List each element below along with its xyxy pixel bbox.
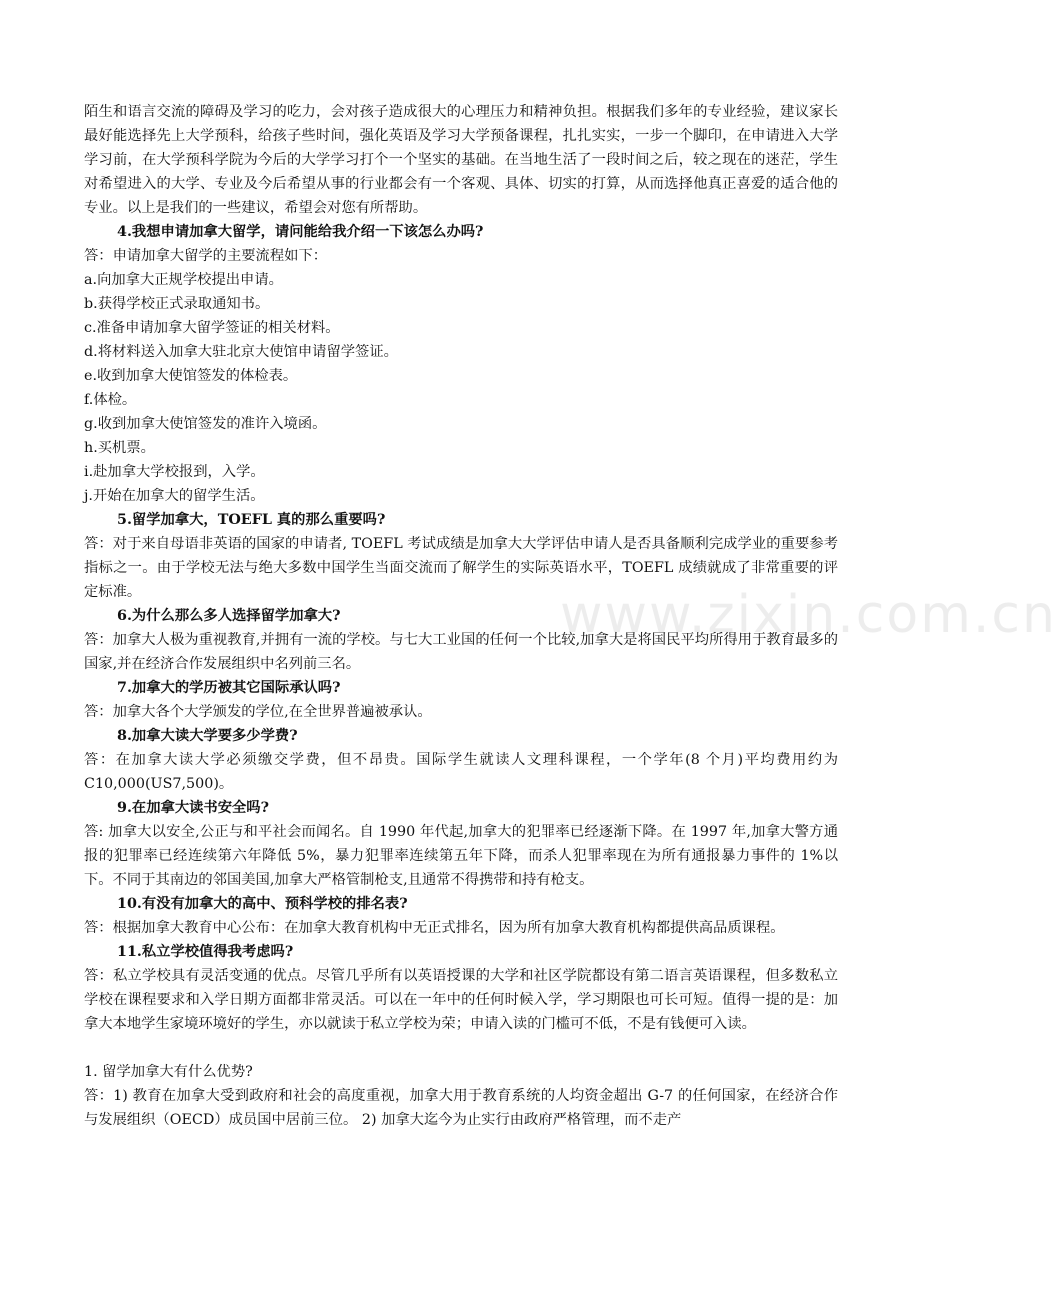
step-h: h.买机票。 <box>84 440 155 456</box>
question-8: 8.加拿大读大学要多少学费? <box>117 728 298 744</box>
step-j: j.开始在加拿大的留学生活。 <box>84 488 265 504</box>
answer-11: 答：私立学校具有灵活变通的优点。尽管几乎所有以英语授课的大学和社区学院都设有第二语言英语课程，但多数私立学校在课程要求和入学日期方面都非常灵活。可以在一年中的任何时候入学，学习期限也可长可短。值得一提的是：加拿大本地学生家境环境好的学生，亦以就读于私立学校为荣；申请入读的门槛可不低，不是有钱便可入读。 <box>84 968 838 1032</box>
step-f: f.体检。 <box>84 392 137 408</box>
step-c: c.准备申请加拿大留学签证的相关材料。 <box>84 320 340 336</box>
section2-question: 1. 留学加拿大有什么优势? <box>84 1064 253 1080</box>
question-4: 4.我想申请加拿大留学，请问能给我介绍一下该怎么办吗? <box>117 224 484 240</box>
question-5: 5.留学加拿大，TOEFL 真的那么重要吗? <box>117 512 386 528</box>
step-g: g.收到加拿大使馆签发的准许入境函。 <box>84 416 327 432</box>
answer-4-intro: 答：申请加拿大留学的主要流程如下： <box>84 248 328 264</box>
answer-5: 答：对于来自母语非英语的国家的申请者, TOEFL 考试成绩是加拿大大学评估申请人是否具备顺利完成学业的重要参考指标之一。由于学校无法与绝大多数中国学生当面交流而了解学生的实际英语水平，TOEFL 成绩就成了非常重要的评定标准。 <box>84 536 838 600</box>
question-11: 11.私立学校值得我考虑吗? <box>117 944 294 960</box>
question-9: 9.在加拿大读书安全吗? <box>117 800 269 816</box>
step-d: d.将材料送入加拿大驻北京大使馆申请留学签证。 <box>84 344 398 360</box>
question-7: 7.加拿大的学历被其它国际承认吗? <box>117 680 341 696</box>
watermark: www.zixin.com.cn <box>560 585 1057 645</box>
answer-6: 答：加拿大人极为重视教育,并拥有一流的学校。与七大工业国的任何一个比较,加拿大是将国民平均所得用于教育最多的国家,并在经济合作发展组织中名列前三名。 <box>84 632 838 672</box>
answer-7: 答：加拿大各个大学颁发的学位,在全世界普遍被承认。 <box>84 704 432 720</box>
answer-9: 答: 加拿大以安全,公正与和平社会而闻名。自 1990 年代起,加拿大的犯罪率已经逐渐下降。在 1997 年,加拿大警方通报的犯罪率已经连续第六年降低 5%，暴力犯罪率连续第五年下降，而杀人犯罪率现在为所有通报暴力事件的 1%以下。不同于其南边的邻国美国,加拿大严格管制枪支,且通常不得携带和持有枪支。 <box>84 824 838 888</box>
answer-8: 答：在加拿大读大学必须缴交学费，但不昂贵。国际学生就读人文理科课程，一个学年(8 个月)平均费用约为 C10,000(US7,500)。 <box>84 752 838 792</box>
section2-answer: 答：1) 教育在加拿大受到政府和社会的高度重视，加拿大用于教育系统的人均资金超出 G-7 的任何国家，在经济合作与发展组织（OECD）成员国中居前三位。 2) 加拿大迄今为止实行由政府严格管理，而不走产 <box>84 1088 838 1128</box>
step-b: b.获得学校正式录取通知书。 <box>84 296 270 312</box>
answer-10: 答：根据加拿大教育中心公布：在加拿大教育机构中无正式排名，因为所有加拿大教育机构都提供高品质课程。 <box>84 920 785 936</box>
step-e: e.收到加拿大使馆签发的体检表。 <box>84 368 298 384</box>
step-a: a.向加拿大正规学校提出申请。 <box>84 272 283 288</box>
question-6: 6.为什么那么多人选择留学加拿大? <box>117 608 341 624</box>
question-10: 10.有没有加拿大的高中、预科学校的排名表? <box>117 896 408 912</box>
document-body <box>84 100 838 1132</box>
step-i: i.赴加拿大学校报到，入学。 <box>84 464 265 480</box>
section-gap <box>84 1036 838 1060</box>
intro-paragraph: 陌生和语言交流的障碍及学习的吃力，会对孩子造成很大的心理压力和精神负担。根据我们多年的专业经验，建议家长最好能选择先上大学预科，给孩子些时间，强化英语及学习大学预备课程，扎扎实实，一步一个脚印，在申请进入大学学习前，在大学预科学院为今后的大学学习打个一个坚实的基础。在当地生活了一段时间之后，较之现在的迷茫，学生对希望进入的大学、专业及今后希望从事的行业都会有一个客观、具体、切实的打算，从而选择他真正喜爱的适合他的专业。以上是我们的一些建议，希望会对您有所帮助。 <box>84 104 838 216</box>
